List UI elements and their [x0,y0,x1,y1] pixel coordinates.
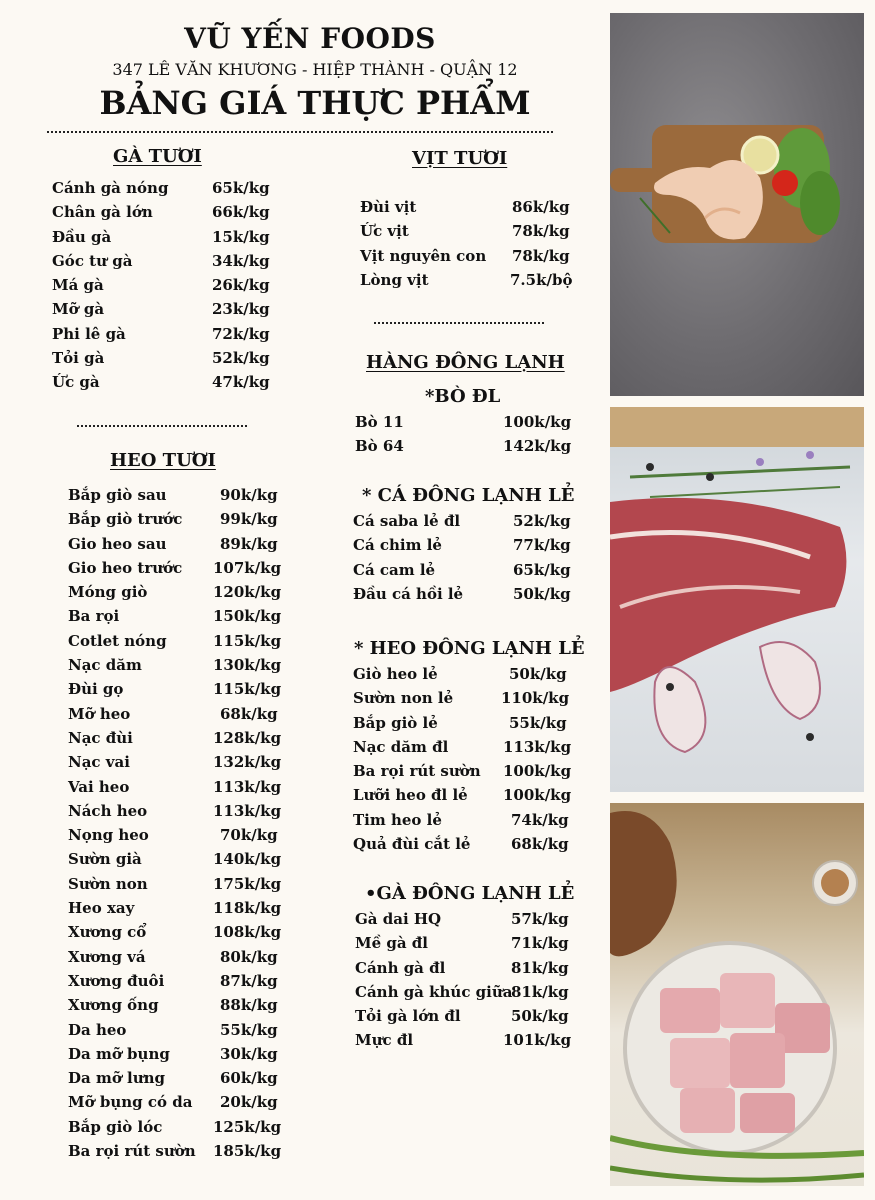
item-name: Gà dai HQ [355,910,442,928]
item-name: Gio heo sau [68,534,167,553]
item-price: 66k/kg [212,203,270,222]
price-row [353,762,573,786]
photo-pork-chop [610,407,864,792]
section-heading-vit-tuoi: VỊT TƯƠI [412,148,508,169]
price-row [68,656,288,680]
item-price: 108k/kg [213,923,282,942]
item-name: Tỏi gà [52,349,105,368]
price-list-ca-dong-lanh [353,512,573,609]
price-row [52,300,282,324]
item-name: Cá cam lẻ [353,560,436,579]
item-name: Sườn non [68,874,148,893]
item-name: Bò 64 [355,437,404,456]
subheading-bo-dl: *BÒ ĐL [425,386,501,407]
price-row [68,923,288,947]
price-row [52,203,282,227]
item-price: 20k/kg [220,1093,278,1112]
item-price: 7.5k/bộ [510,270,573,289]
price-row [68,705,288,729]
item-price: 115k/kg [213,680,282,699]
item-price: 86k/kg [512,198,570,216]
price-row [360,271,580,295]
item-price: 15k/kg [212,227,270,246]
price-row [353,786,573,810]
item-price: 68k/kg [220,704,278,723]
item-price: 77k/kg [513,536,571,555]
item-name: Bắp giò sau [68,486,167,504]
item-price: 55k/kg [509,713,567,732]
section-divider [77,425,247,427]
price-row [353,585,573,609]
item-name: Ức vịt [360,222,409,241]
price-row [52,252,282,276]
item-name: Nạc vai [68,753,130,772]
item-name: Xương đuôi [68,971,165,990]
item-name: Đầu gà [52,227,112,246]
item-price: 72k/kg [212,324,270,343]
item-name: Lòng vịt [360,270,429,289]
item-name: Tỏi gà lớn đl [355,1007,461,1026]
price-row [68,1142,288,1166]
item-price: 120k/kg [213,583,282,602]
price-row [68,1118,288,1142]
item-name: Nách heo [68,801,148,820]
item-name: Mề gà đl [355,934,428,953]
item-name: Mỡ heo [68,704,131,723]
item-price: 68k/kg [511,835,569,854]
price-row [68,875,288,899]
item-price: 89k/kg [220,534,278,553]
item-name: Tim heo lẻ [353,810,442,829]
item-price: 60k/kg [220,1069,278,1088]
price-row [68,1045,288,1069]
item-price: 113k/kg [503,737,572,756]
price-row [355,910,575,934]
item-price: 34k/kg [212,251,270,270]
item-name: Lưỡi heo đl lẻ [353,786,468,805]
item-name: Ba rọi [68,607,120,626]
price-row [68,1069,288,1093]
price-row [355,413,575,437]
item-name: Vịt nguyên con [360,246,487,265]
item-name: Cá chim lẻ [353,536,442,555]
item-name: Cánh gà nóng [52,179,169,197]
item-price: 150k/kg [213,607,282,626]
item-price: 70k/kg [220,826,278,845]
item-name: Ba rọi rút sườn [353,762,481,781]
subheading-heo-dong-lanh: * HEO ĐÔNG LẠNH LẺ [354,638,585,659]
item-price: 57k/kg [511,910,569,928]
item-name: Phi lê gà [52,324,126,343]
item-price: 26k/kg [212,276,270,295]
price-list-ga-dong-lanh [355,910,575,1056]
price-row [52,349,282,373]
item-price: 132k/kg [213,753,282,772]
item-name: Xương cổ [68,923,147,942]
item-name: Đầu cá hồi lẻ [353,584,464,603]
price-row [52,179,282,203]
item-price: 52k/kg [513,512,571,530]
item-price: 110k/kg [501,689,570,708]
item-name: Bắp giò lẻ [353,713,438,732]
price-row [353,738,573,762]
item-name: Da mỡ bụng [68,1044,170,1063]
item-price: 88k/kg [220,996,278,1015]
item-name: Gio heo trước [68,558,183,577]
subheading-ga-dong-lanh: •GÀ ĐÔNG LẠNH LẺ [365,883,575,904]
brand-name: VŨ YẾN FOODS [184,22,436,55]
chicken-leg-illustration [610,13,864,396]
item-name: Đùi gọ [68,680,124,699]
item-name: Sườn non lẻ [353,689,454,708]
section-heading-ga-tuoi: GÀ TƯƠI [113,146,202,167]
price-list-heo-dong-lanh [353,665,573,859]
item-price: 100k/kg [503,786,572,805]
header-divider [47,131,553,133]
item-price: 100k/kg [503,413,572,431]
price-list-vit-tuoi [360,198,580,295]
price-row [360,198,580,222]
price-row [353,512,573,536]
item-price: 99k/kg [220,510,278,529]
item-price: 90k/kg [220,486,278,504]
price-row [68,559,288,583]
price-row [68,1093,288,1117]
item-name: Ức gà [52,373,100,392]
item-price: 115k/kg [213,631,282,650]
pork-chop-illustration [610,407,864,792]
price-row [68,510,288,534]
price-row [353,561,573,585]
item-name: Chân gà lớn [52,203,153,222]
price-row [68,996,288,1020]
item-name: Da heo [68,1020,127,1039]
price-row [68,972,288,996]
price-row [355,983,575,1007]
item-price: 130k/kg [213,656,282,675]
item-price: 50k/kg [511,1007,569,1026]
price-row [68,1021,288,1045]
item-name: Xương vá [68,947,146,966]
item-price: 71k/kg [511,934,569,953]
price-row [68,486,288,510]
item-name: Bò 11 [355,413,404,431]
pork-belly-illustration [610,803,864,1186]
item-price: 81k/kg [511,958,569,977]
price-row [355,1007,575,1031]
price-list-ga-tuoi [52,179,282,398]
item-name: Nạc dăm [68,656,142,675]
price-row [52,276,282,300]
price-row [353,811,573,835]
item-price: 78k/kg [512,222,570,241]
section-heading-dong-lanh: HÀNG ĐÔNG LẠNH [366,352,565,373]
item-name: Bắp giò trước [68,510,183,529]
item-price: 87k/kg [220,971,278,990]
price-row [52,373,282,397]
price-row [68,850,288,874]
price-row [68,802,288,826]
item-name: Quả đùi cắt lẻ [353,835,471,854]
store-address: 347 LÊ VĂN KHƯƠNG - HIỆP THÀNH - QUẬN 12 [112,60,518,79]
price-row [355,1031,575,1055]
price-row [68,632,288,656]
item-name: Giò heo lẻ [353,665,438,683]
item-price: 118k/kg [213,899,282,918]
item-name: Mỡ gà [52,300,105,319]
price-row [353,689,573,713]
price-row [68,583,288,607]
price-row [353,665,573,689]
price-row [68,753,288,777]
item-name: Heo xay [68,899,135,918]
item-price: 65k/kg [212,179,270,197]
price-row [355,959,575,983]
item-name: Vai heo [68,777,130,796]
item-name: Xương ống [68,996,159,1015]
page-title: BẢNG GIÁ THỰC PHẨM [99,84,531,122]
item-price: 185k/kg [213,1142,282,1161]
price-row [360,222,580,246]
item-price: 65k/kg [513,560,571,579]
item-name: Đùi vịt [360,198,417,216]
price-row [68,826,288,850]
item-price: 78k/kg [512,246,570,265]
section-divider [374,322,544,324]
item-price: 30k/kg [220,1044,278,1063]
price-row [68,607,288,631]
price-row [355,437,575,461]
item-price: 101k/kg [503,1031,572,1050]
price-row [68,778,288,802]
item-name: Cá saba lẻ đl [353,512,461,530]
price-row [68,899,288,923]
item-price: 125k/kg [213,1117,282,1136]
price-row [68,948,288,972]
item-price: 52k/kg [212,349,270,368]
item-name: Nọng heo [68,826,149,845]
price-list-heo-tuoi [68,486,288,1166]
subheading-ca-dong-lanh: * CÁ ĐÔNG LẠNH LẺ [362,485,575,506]
item-name: Mực đl [355,1031,414,1050]
item-name: Góc tư gà [52,251,133,270]
price-row [68,535,288,559]
price-row [353,714,573,738]
item-price: 50k/kg [513,584,571,603]
item-price: 113k/kg [213,777,282,796]
price-row [52,228,282,252]
item-price: 100k/kg [503,762,572,781]
item-name: Móng giò [68,583,148,602]
item-name: Nạc đùi [68,728,133,747]
item-price: 50k/kg [509,665,567,683]
item-price: 55k/kg [220,1020,278,1039]
item-price: 74k/kg [511,810,569,829]
price-row [52,325,282,349]
photo-chicken-leg [610,13,864,396]
item-name: Cotlet nóng [68,631,167,650]
item-name: Ba rọi rút sườn [68,1142,196,1161]
item-name: Má gà [52,276,104,295]
item-name: Da mỡ lưng [68,1069,166,1088]
item-name: Bắp giò lóc [68,1117,163,1136]
price-row [68,680,288,704]
item-price: 140k/kg [213,850,282,869]
section-heading-heo-tuoi: HEO TƯƠI [110,450,216,471]
price-row [360,247,580,271]
item-name: Sườn già [68,850,142,869]
item-price: 175k/kg [213,874,282,893]
item-price: 107k/kg [213,558,282,577]
price-row [355,934,575,958]
item-price: 80k/kg [220,947,278,966]
item-price: 142k/kg [503,437,572,456]
item-price: 113k/kg [213,801,282,820]
price-row [353,835,573,859]
item-name: Cánh gà khúc giữa [355,982,513,1001]
price-row [353,536,573,560]
photo-pork-belly [610,803,864,1186]
price-list-bo-dl [355,413,575,462]
item-price: 128k/kg [213,728,282,747]
item-price: 23k/kg [212,300,270,319]
price-row [68,729,288,753]
item-price: 81k/kg [511,982,569,1001]
item-name: Mỡ bụng có da [68,1093,193,1112]
item-name: Nạc dăm đl [353,737,449,756]
item-name: Cánh gà đl [355,958,446,977]
item-price: 47k/kg [212,373,270,392]
